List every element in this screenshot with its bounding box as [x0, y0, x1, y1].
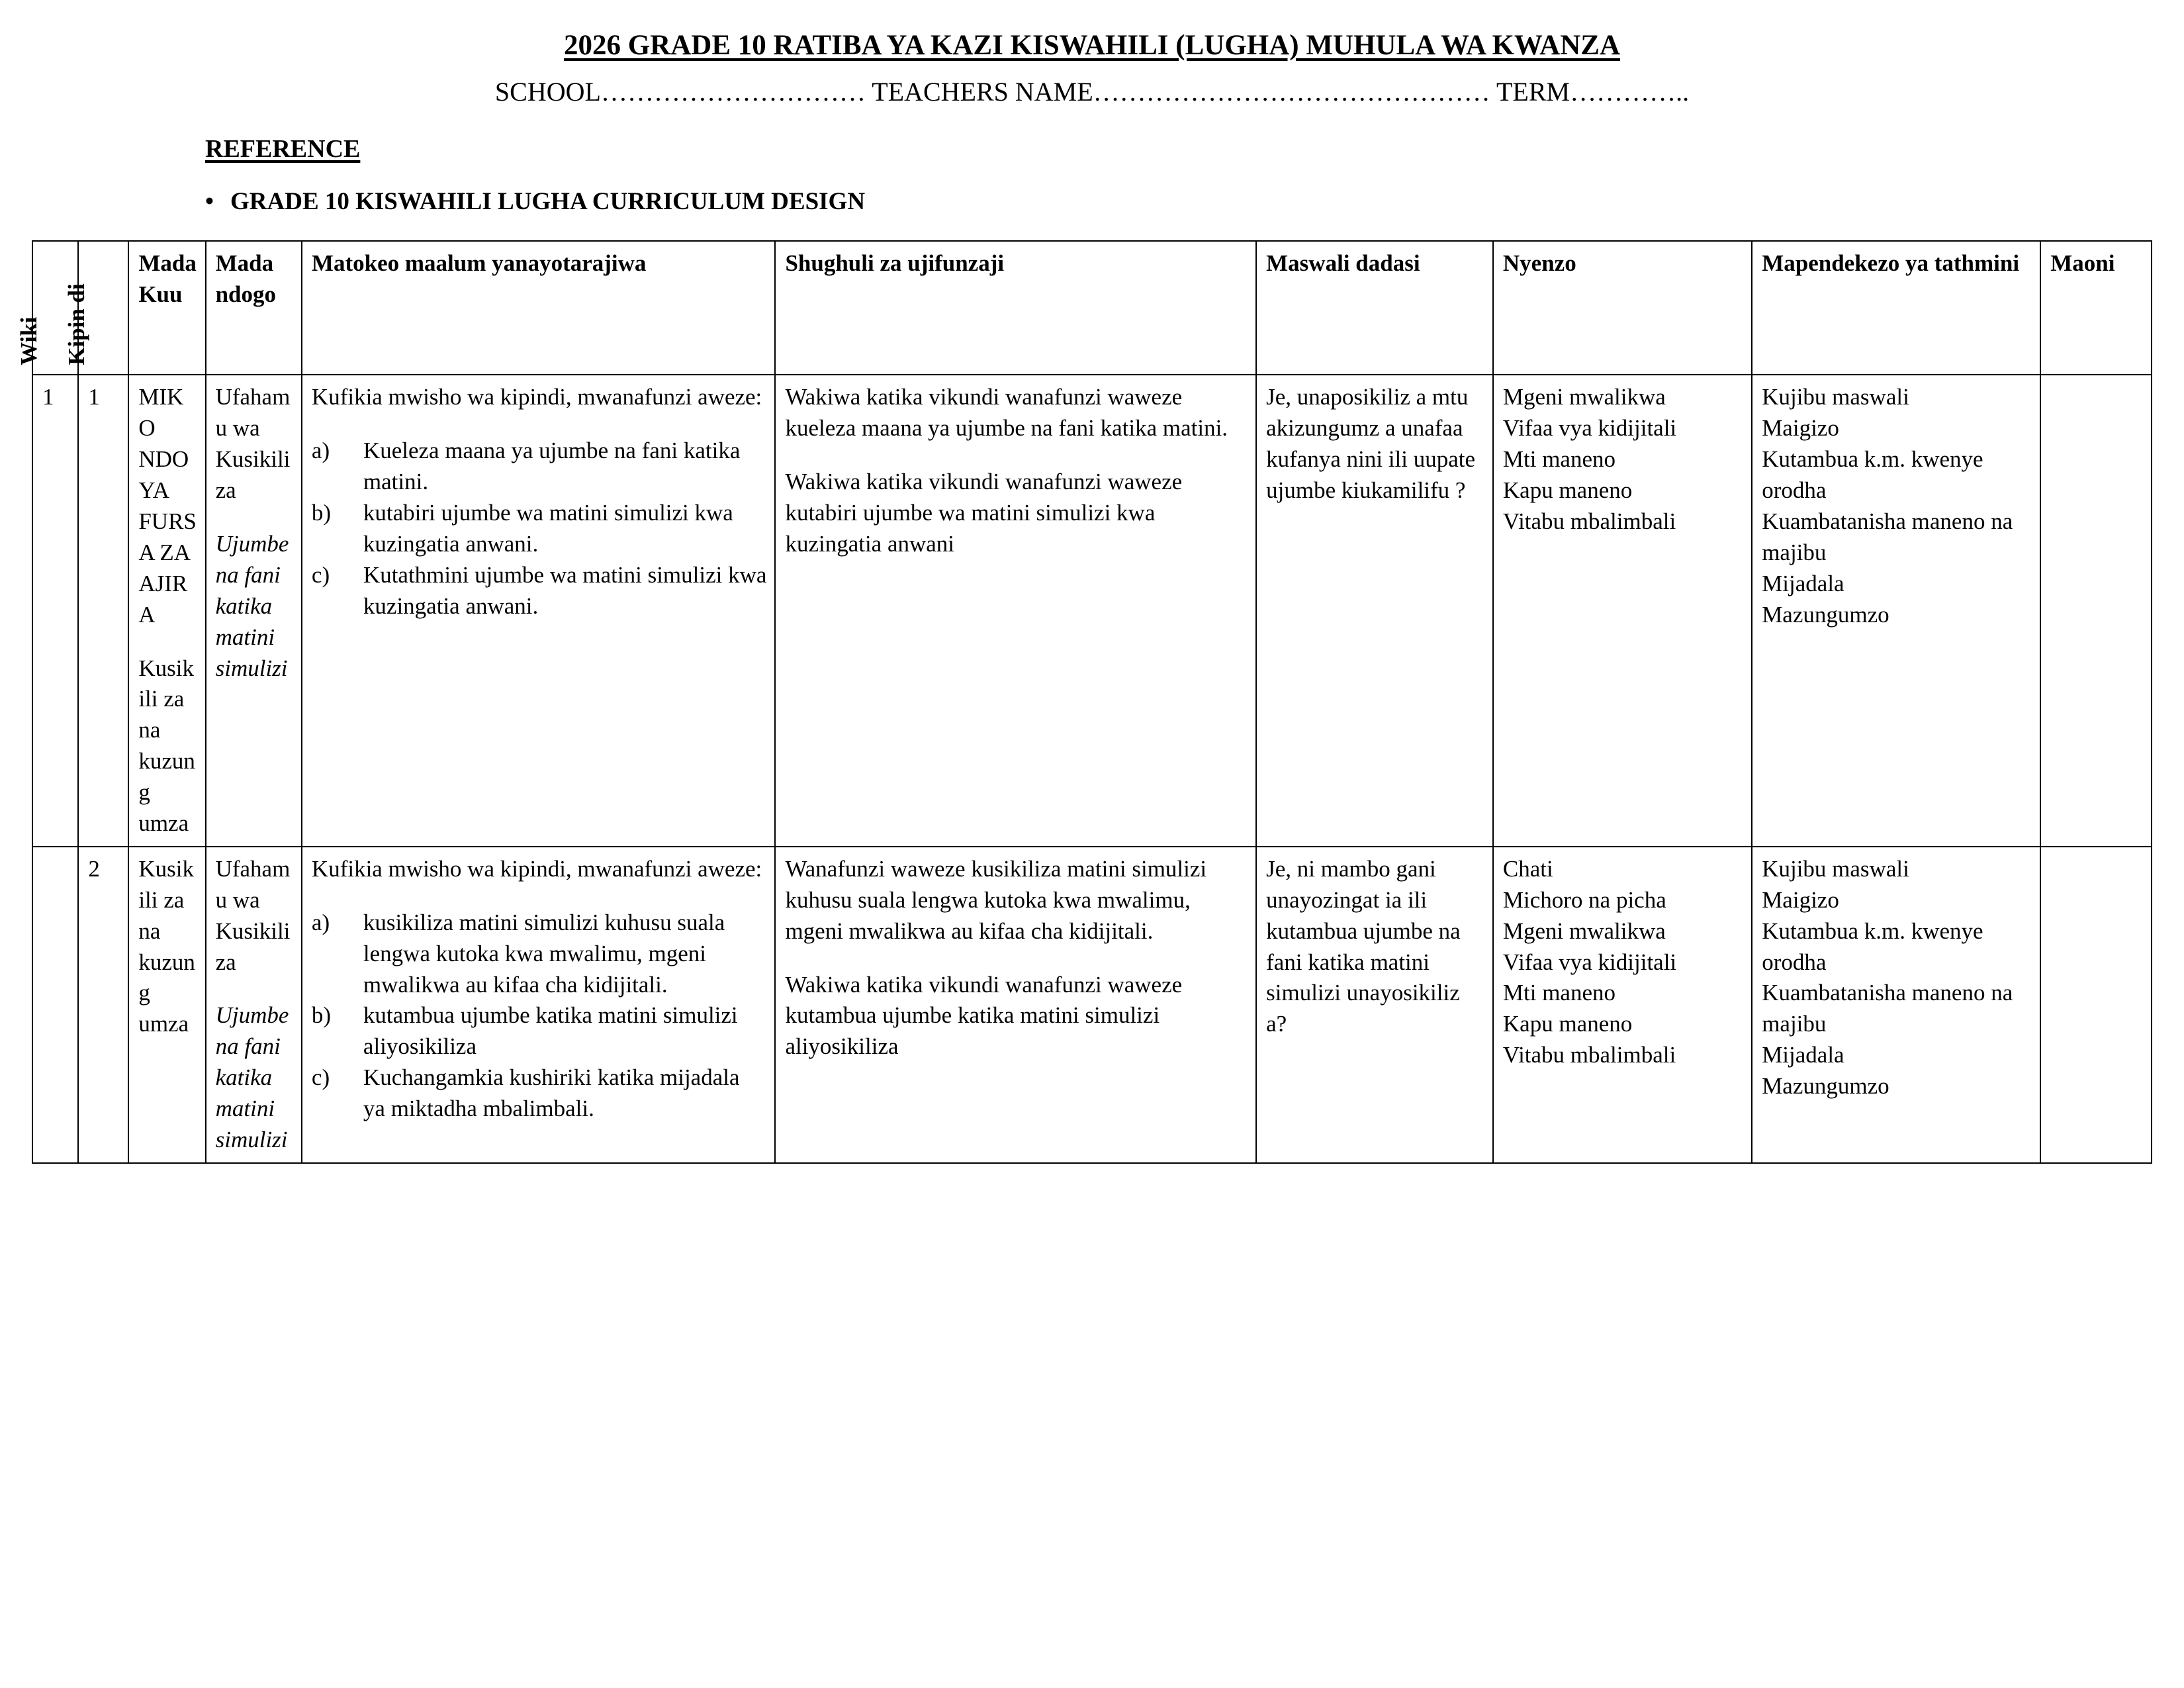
table-row: [32, 847, 2152, 1163]
shughuli-paragraph: Wakiwa katika vikundi wanafunzi waweze kutabiri ujumbe wa matini simulizi kwa kuzingatia anwani: [785, 469, 1183, 557]
page-title: [32, 0, 2152, 62]
column-header-kipindi-label: Kipin di: [64, 283, 90, 365]
nyenzo-item: Mti maneno: [1502, 980, 1616, 1006]
shughuli-paragraph: Wakiwa katika vikundi wanafunzi waweze kutambua ujumbe katika matini simulizi aliyosikiliza: [785, 971, 1183, 1060]
mapendekezo-item: Mazungumzo: [1762, 601, 1889, 628]
cell-matokeo: [302, 375, 776, 846]
mapendekezo-item: Kutambua k.m. kwenye orodha: [1762, 917, 1983, 975]
nyenzo-item: Vitabu mbalimbali: [1502, 1042, 1676, 1068]
cell-mapendekezo: [1752, 375, 2040, 846]
mapendekezo-item: Kujibu maswali: [1762, 384, 1909, 410]
cell-nyenzo: [1493, 847, 1752, 1163]
mapendekezo-item: Kujibu maswali: [1762, 855, 1909, 882]
mada-ndogo-main: Ufahamu wa Kusikiliza: [215, 855, 291, 975]
cell-maoni: [2040, 847, 2152, 1163]
cell-mada-ndogo: [206, 847, 302, 1163]
mada-ndogo-italic: Ujumbe na fani katika matini simulizi: [215, 1002, 289, 1153]
nyenzo-item: Kapu maneno: [1502, 1011, 1633, 1037]
list-item: kutabiri ujumbe wa matini simulizi kwa kuzingatia anwani.: [363, 500, 733, 557]
nyenzo-item: Vifaa vya kidijitali: [1502, 415, 1677, 442]
mapendekezo-item: Maigizo: [1762, 415, 1839, 442]
mapendekezo-item: Maigizo: [1762, 886, 1839, 913]
column-header-wiki-label: Wiki: [16, 316, 42, 365]
scheme-of-work-table: [16, 240, 2152, 1163]
column-header-nyenzo: Nyenzo: [1493, 241, 1752, 375]
column-header-maoni: Maoni: [2040, 241, 2152, 375]
reference-heading-text: REFERENCE: [205, 135, 361, 164]
mapendekezo-item: Kuambatanisha maneno na majibu: [1762, 980, 2013, 1037]
page-title-text: 2026 GRADE 10 RATIBA YA KAZI KISWAHILI (LUGHA) MUHULA WA KWANZA: [563, 30, 1621, 61]
nyenzo-item: Mti maneno: [1502, 446, 1616, 473]
cell-maswali: Je, unaposikiliz a mtu akizungumz a unafaa kufanya nini ili uupate ujumbe kiukamilifu ?: [1256, 375, 1493, 846]
list-item: Kutathmini ujumbe wa matini simulizi kwa kuzingatia anwani.: [363, 561, 767, 619]
mapendekezo-item: Kuambatanisha maneno na majibu: [1762, 508, 2013, 565]
table-header: [16, 241, 2152, 375]
cell-shughuli: [775, 375, 1256, 846]
school-teacher-term-line: SCHOOL………………………… TEACHERS NAME……………………………………… TERM…………..: [494, 77, 1690, 107]
spacer: [216, 978, 293, 1000]
cell-wiki: 1: [32, 375, 78, 846]
column-header-mada-kuu: Mada Kuu: [128, 241, 205, 375]
cell-shughuli: [775, 847, 1256, 1163]
reference-heading: [32, 108, 2152, 165]
nyenzo-item: Chati: [1502, 855, 1553, 882]
nyenzo-item: Mgeni mwalikwa: [1502, 384, 1666, 410]
column-header-mapendekezo: Mapendekezo ya tathmini: [1752, 241, 2040, 375]
table-header-row: [32, 241, 2152, 375]
mapendekezo-item: Mazungumzo: [1762, 1073, 1889, 1100]
mapendekezo-item: Mijadala: [1762, 570, 1844, 596]
column-header-maswali: Maswali dadasi: [1256, 241, 1493, 375]
spacer: [138, 631, 197, 653]
cell-maoni: [2040, 375, 2152, 846]
list-item: kusikiliza matini simulizi kuhusu suala lengwa kutoka kwa mwalimu, mgeni mwalikwa au kifaa cha kidijitali.: [363, 909, 725, 998]
list-item: [32, 165, 2152, 216]
cell-maswali: Je, ni mambo gani unayozingat ia ili kutambua ujumbe na fani katika matini simulizi unayosikiliz a?: [1256, 847, 1493, 1163]
mapendekezo-item: Mijadala: [1762, 1042, 1844, 1068]
table-row: [32, 375, 2152, 846]
reference-list: [32, 165, 2152, 216]
nyenzo-item: Mgeni mwalikwa: [1502, 917, 1666, 944]
list-item: Kuchangamkia kushiriki katika mijadala ya miktadha mbalimbali.: [363, 1064, 740, 1122]
mada-ndogo-main: Ufahamu wa Kusikiliza: [215, 384, 291, 504]
cell-kipindi: 1: [78, 375, 128, 846]
mada-kuu-secondary: Kusikili za na kuzung umza: [138, 655, 195, 836]
cell-mada-kuu: [128, 847, 205, 1163]
mapendekezo-item: Kutambua k.m. kwenye orodha: [1762, 446, 1983, 504]
nyenzo-item: Michoro na picha: [1502, 886, 1666, 913]
matokeo-list: [312, 908, 767, 1125]
mada-kuu-primary: Kusikili za na kuzung umza: [138, 855, 195, 1037]
cell-matokeo: [302, 847, 776, 1163]
column-header-matokeo: Matokeo maalum yanayotarajiwa: [302, 241, 776, 375]
matokeo-list: [312, 436, 767, 622]
cell-wiki: [32, 847, 78, 1163]
mada-ndogo-italic: Ujumbe na fani katika matini simulizi: [215, 530, 289, 681]
column-header-kipindi: [64, 241, 128, 375]
matokeo-intro: Kufikia mwisho wa kipindi, mwanafunzi aweze:: [311, 384, 762, 410]
bullet-icon: •: [205, 188, 214, 216]
reference-item-label: GRADE 10 KISWAHILI LUGHA CURRICULUM DESIGN: [230, 188, 866, 216]
list-item: Kueleza maana ya ujumbe na fani katika matini.: [363, 438, 741, 495]
shughuli-paragraph: Wanafunzi waweze kusikiliza matini simulizi kuhusu suala lengwa kutoka kwa mwalimu, mgeni mwalikwa au kifaa cha kidijitali.: [785, 855, 1207, 944]
nyenzo-item: Vifaa vya kidijitali: [1502, 949, 1677, 975]
column-header-mada-ndogo: Mada ndogo: [206, 241, 302, 375]
shughuli-paragraph: Wakiwa katika vikundi wanafunzi waweze kueleza maana ya ujumbe na fani katika matini.: [785, 384, 1228, 442]
column-header-shughuli: Shughuli za ujifunzaji: [775, 241, 1256, 375]
nyenzo-item: Kapu maneno: [1502, 477, 1633, 504]
cell-mada-ndogo: [206, 375, 302, 846]
cell-kipindi: 2: [78, 847, 128, 1163]
mada-kuu-primary: MIKO NDO YA FURSA ZA AJIRA: [138, 384, 197, 628]
list-item: kutambua ujumbe katika matini simulizi aliyosikiliza: [363, 1002, 738, 1060]
cell-mada-kuu: [128, 375, 205, 846]
nyenzo-item: Vitabu mbalimbali: [1502, 508, 1676, 534]
matokeo-intro: Kufikia mwisho wa kipindi, mwanafunzi aweze:: [311, 855, 762, 882]
table-body: [32, 375, 2152, 1162]
spacer: [216, 506, 293, 529]
cell-nyenzo: [1493, 375, 1752, 846]
cell-mapendekezo: [1752, 847, 2040, 1163]
